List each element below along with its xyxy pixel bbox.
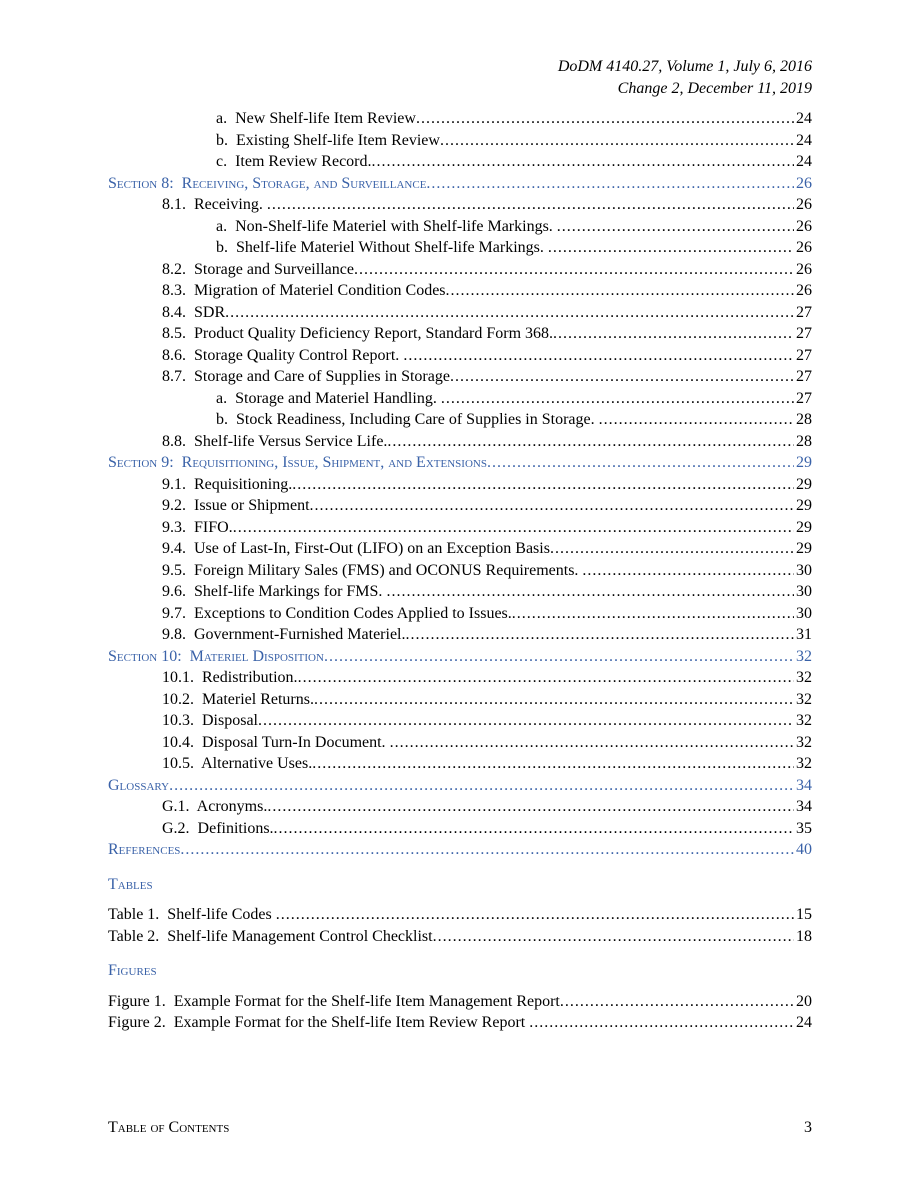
toc-entry-label: 9.7. Exceptions to Condition Codes Applied to Issues. <box>162 604 512 622</box>
toc-entry-page: 32 <box>796 647 812 665</box>
toc-entry-page: 32 <box>796 755 812 772</box>
toc-entry-label: a. New Shelf-life Item Review <box>216 110 416 127</box>
toc-entry-page: 32 <box>796 733 812 751</box>
toc-entry-label: Table 2. Shelf-life Management Control Checklist <box>108 927 433 945</box>
dot-leader <box>426 173 794 195</box>
toc-entry-page: 27 <box>796 303 812 321</box>
toc-entry-label: b. Shelf-life Materiel Without Shelf-life Markings. <box>216 239 548 256</box>
toc-entry[interactable] <box>108 474 812 496</box>
toc-entry[interactable] <box>108 108 812 130</box>
toc-section-link[interactable] <box>108 839 812 861</box>
toc-entry-label: G.2. Definitions. <box>162 819 274 837</box>
dot-leader <box>550 538 794 560</box>
dot-leader <box>433 926 794 948</box>
toc-entry[interactable] <box>108 603 812 625</box>
dot-leader <box>310 495 794 517</box>
toc-entry-page: 31 <box>796 626 812 643</box>
dot-leader <box>314 689 794 711</box>
dot-leader <box>386 581 794 603</box>
toc-entry-page: 20 <box>796 992 812 1010</box>
toc-entry-page: 29 <box>796 518 812 536</box>
tables-list <box>108 904 812 947</box>
table-list-entry[interactable] <box>108 904 812 926</box>
toc-entry-page: 24 <box>796 1014 812 1031</box>
toc-entry-page: 40 <box>796 841 812 858</box>
toc-entry-page: 27 <box>796 389 812 407</box>
toc-entry-page: 32 <box>796 690 812 708</box>
toc-entry[interactable] <box>108 818 812 840</box>
toc-entry[interactable] <box>108 130 812 152</box>
toc-entry-label: Table 1. Shelf-life Codes <box>108 906 276 923</box>
dot-leader <box>225 302 794 324</box>
toc-entry[interactable] <box>108 538 812 560</box>
toc-entry[interactable] <box>108 753 812 775</box>
toc-entry[interactable] <box>108 409 812 431</box>
dot-leader <box>440 130 794 152</box>
dot-leader <box>403 345 794 367</box>
toc-entry-label: Figure 2. Example Format for the Shelf-life Item Review Report <box>108 1014 530 1031</box>
dot-leader <box>557 216 794 238</box>
dot-leader <box>390 732 794 754</box>
dot-leader <box>274 818 794 840</box>
toc-entry-label: 9.4. Use of Last-In, First-Out (LIFO) on an Exception Basis <box>162 540 550 557</box>
toc-entry[interactable] <box>108 667 812 689</box>
table-list-entry[interactable] <box>108 926 812 948</box>
toc-entry[interactable] <box>108 495 812 517</box>
toc-entry-page: 24 <box>796 153 812 170</box>
dot-leader <box>298 667 794 689</box>
toc-entry-label: 10.5. Alternative Uses. <box>162 755 313 772</box>
toc-entry-label: 8.6. Storage Quality Control Report. <box>162 346 404 364</box>
toc-entry-label: 8.1. Receiving. <box>162 196 267 213</box>
figures-list <box>108 991 812 1034</box>
toc-entry-label: 8.3. Migration of Materiel Condition Codes <box>162 282 446 299</box>
toc-entry[interactable] <box>108 302 812 324</box>
toc-entry-page: 30 <box>796 561 812 579</box>
header-doc-id: DoDM 4140.27, Volume 1, July 6, 2016 <box>557 58 812 75</box>
toc-entry-label: 8.5. Product Quality Deficiency Report, Standard Form 368. <box>162 325 554 342</box>
toc-entry-label: b. Existing Shelf-life Item Review <box>216 131 440 149</box>
dot-leader <box>387 431 794 453</box>
toc-entry-label: c. Item Review Record. <box>216 153 372 170</box>
figure-list-entry[interactable] <box>108 1012 812 1034</box>
toc-entries <box>108 108 812 861</box>
toc-entry-label: Glossary <box>108 776 170 794</box>
toc-entry-label: 10.2. Materiel Returns. <box>162 690 314 708</box>
dot-leader <box>292 474 794 496</box>
toc-entry-label: b. Stock Readiness, Including Care of Supplies in Storage. <box>216 411 599 428</box>
dot-leader <box>529 1012 794 1034</box>
page-footer <box>108 1117 812 1139</box>
toc-entry[interactable] <box>108 581 812 603</box>
toc-entry-page: 26 <box>796 196 812 213</box>
toc-entry-label: Section 10: Materiel Disposition <box>108 647 324 665</box>
toc-entry-page: 26 <box>796 282 812 299</box>
toc-entry[interactable] <box>108 431 812 453</box>
toc-entry[interactable] <box>108 366 812 388</box>
dot-leader <box>180 839 794 861</box>
toc-entry-page: 24 <box>796 110 812 127</box>
toc-entry-label: Section 8: Receiving, Storage, and Surveillance <box>108 174 427 192</box>
toc-section-link[interactable] <box>108 646 812 668</box>
toc-entry[interactable] <box>108 560 812 582</box>
tables-heading: Tables <box>108 875 153 893</box>
toc-entry-label: 9.2. Issue or Shipment <box>162 497 310 514</box>
figures-heading: Figures <box>108 962 157 979</box>
toc-entry[interactable] <box>108 624 812 646</box>
toc-entry-page: 32 <box>796 712 812 729</box>
toc-entry[interactable] <box>108 237 812 259</box>
dot-leader <box>258 710 794 732</box>
toc-entry-page: 35 <box>796 819 812 837</box>
toc-entry[interactable] <box>108 280 812 302</box>
toc-entry-page: 29 <box>796 497 812 514</box>
toc-entry-label: 9.8. Government-Furnished Materiel. <box>162 626 406 643</box>
toc-entry-page: 15 <box>796 906 812 923</box>
toc-entry[interactable] <box>108 517 812 539</box>
dot-leader <box>416 108 794 130</box>
figure-list-entry[interactable] <box>108 991 812 1013</box>
toc-section-link[interactable] <box>108 173 812 195</box>
toc-entry-page: 29 <box>796 475 812 493</box>
dot-leader <box>324 646 794 668</box>
toc-entry[interactable] <box>108 796 812 818</box>
toc-entry[interactable] <box>108 345 812 367</box>
toc-entry-page: 26 <box>796 260 812 278</box>
toc-entry[interactable] <box>108 710 812 732</box>
toc-entry-page: 27 <box>796 325 812 342</box>
toc-entry-page: 28 <box>796 411 812 428</box>
dot-leader <box>582 560 794 582</box>
dot-leader <box>553 323 794 345</box>
dot-leader <box>560 991 794 1013</box>
toc-entry-label: 8.2. Storage and Surveillance <box>162 260 354 278</box>
dot-leader <box>267 194 794 216</box>
toc-entry-label: Section 9: Requisitioning, Issue, Shipment, and Extensions <box>108 454 487 471</box>
toc-entry-label: 9.6. Shelf-life Markings for FMS. <box>162 583 387 600</box>
dot-leader <box>312 753 794 775</box>
dot-leader <box>446 280 794 302</box>
page-header <box>558 56 812 100</box>
dot-leader <box>406 624 795 646</box>
toc-entry-page: 34 <box>796 798 812 815</box>
toc-section-link[interactable] <box>108 452 812 474</box>
toc-entry-label: 8.8. Shelf-life Versus Service Life. <box>162 432 388 450</box>
dot-leader <box>441 388 794 410</box>
toc-entry-page: 26 <box>796 217 812 235</box>
toc-entry[interactable] <box>108 388 812 410</box>
toc-entry-page: 29 <box>796 540 812 557</box>
dot-leader <box>354 259 794 281</box>
toc-entry-label: 9.1. Requisitioning. <box>162 475 293 493</box>
toc-entry-label: a. Non-Shelf-life Materiel with Shelf-life Markings. <box>216 217 557 235</box>
dot-leader <box>267 796 794 818</box>
toc-entry-page: 27 <box>796 346 812 364</box>
toc-entry-page: 30 <box>796 604 812 622</box>
dot-leader <box>599 409 794 431</box>
dot-leader <box>487 452 794 474</box>
toc-entry-page: 26 <box>796 239 812 256</box>
toc-entry-page: 26 <box>796 174 812 192</box>
dot-leader <box>233 517 794 539</box>
dot-leader <box>169 775 794 797</box>
toc-entry-page: 30 <box>796 583 812 600</box>
toc-entry-page: 29 <box>796 454 812 471</box>
toc-entry-label: 9.5. Foreign Military Sales (FMS) and OCONUS Requirements. <box>162 561 583 579</box>
header-change: Change 2, December 11, 2019 <box>617 80 812 97</box>
toc-entry[interactable] <box>108 689 812 711</box>
toc-entry-label: 10.3. Disposal <box>162 712 258 729</box>
toc-entry-label: G.1. Acronyms. <box>162 798 268 815</box>
toc-entry-label: 9.3. FIFO. <box>162 518 233 536</box>
toc-entry-label: 10.4. Disposal Turn-In Document. <box>162 733 390 751</box>
toc-entry-page: 27 <box>796 368 812 385</box>
toc-entry[interactable] <box>108 732 812 754</box>
dot-leader <box>276 904 794 926</box>
toc-entry-page: 24 <box>796 131 812 149</box>
toc-entry-label: 10.1. Redistribution. <box>162 669 298 686</box>
toc-entry-page: 32 <box>796 669 812 686</box>
toc-entry-page: 28 <box>796 432 812 450</box>
toc-entry[interactable] <box>108 323 812 345</box>
toc-entry-label: References <box>108 841 181 858</box>
dot-leader <box>372 151 795 173</box>
toc-entry-page: 18 <box>796 927 812 945</box>
table-of-contents <box>108 108 812 1034</box>
toc-entry[interactable] <box>108 216 812 238</box>
dot-leader <box>450 366 794 388</box>
toc-entry-label: 8.4. SDR <box>162 303 226 321</box>
dot-leader <box>512 603 794 625</box>
toc-entry-label: a. Storage and Materiel Handling. <box>216 389 441 407</box>
toc-entry-label: Figure 1. Example Format for the Shelf-life Item Management Report <box>108 992 560 1010</box>
toc-entry-label: 8.7. Storage and Care of Supplies in Storage <box>162 368 450 385</box>
toc-entry[interactable] <box>108 151 812 173</box>
toc-entry[interactable] <box>108 194 812 216</box>
toc-entry[interactable] <box>108 259 812 281</box>
page-number: 3 <box>804 1119 812 1136</box>
footer-title: Table of Contents <box>108 1119 230 1136</box>
toc-section-link[interactable] <box>108 775 812 797</box>
toc-entry-page: 34 <box>796 776 812 794</box>
dot-leader <box>548 237 794 259</box>
